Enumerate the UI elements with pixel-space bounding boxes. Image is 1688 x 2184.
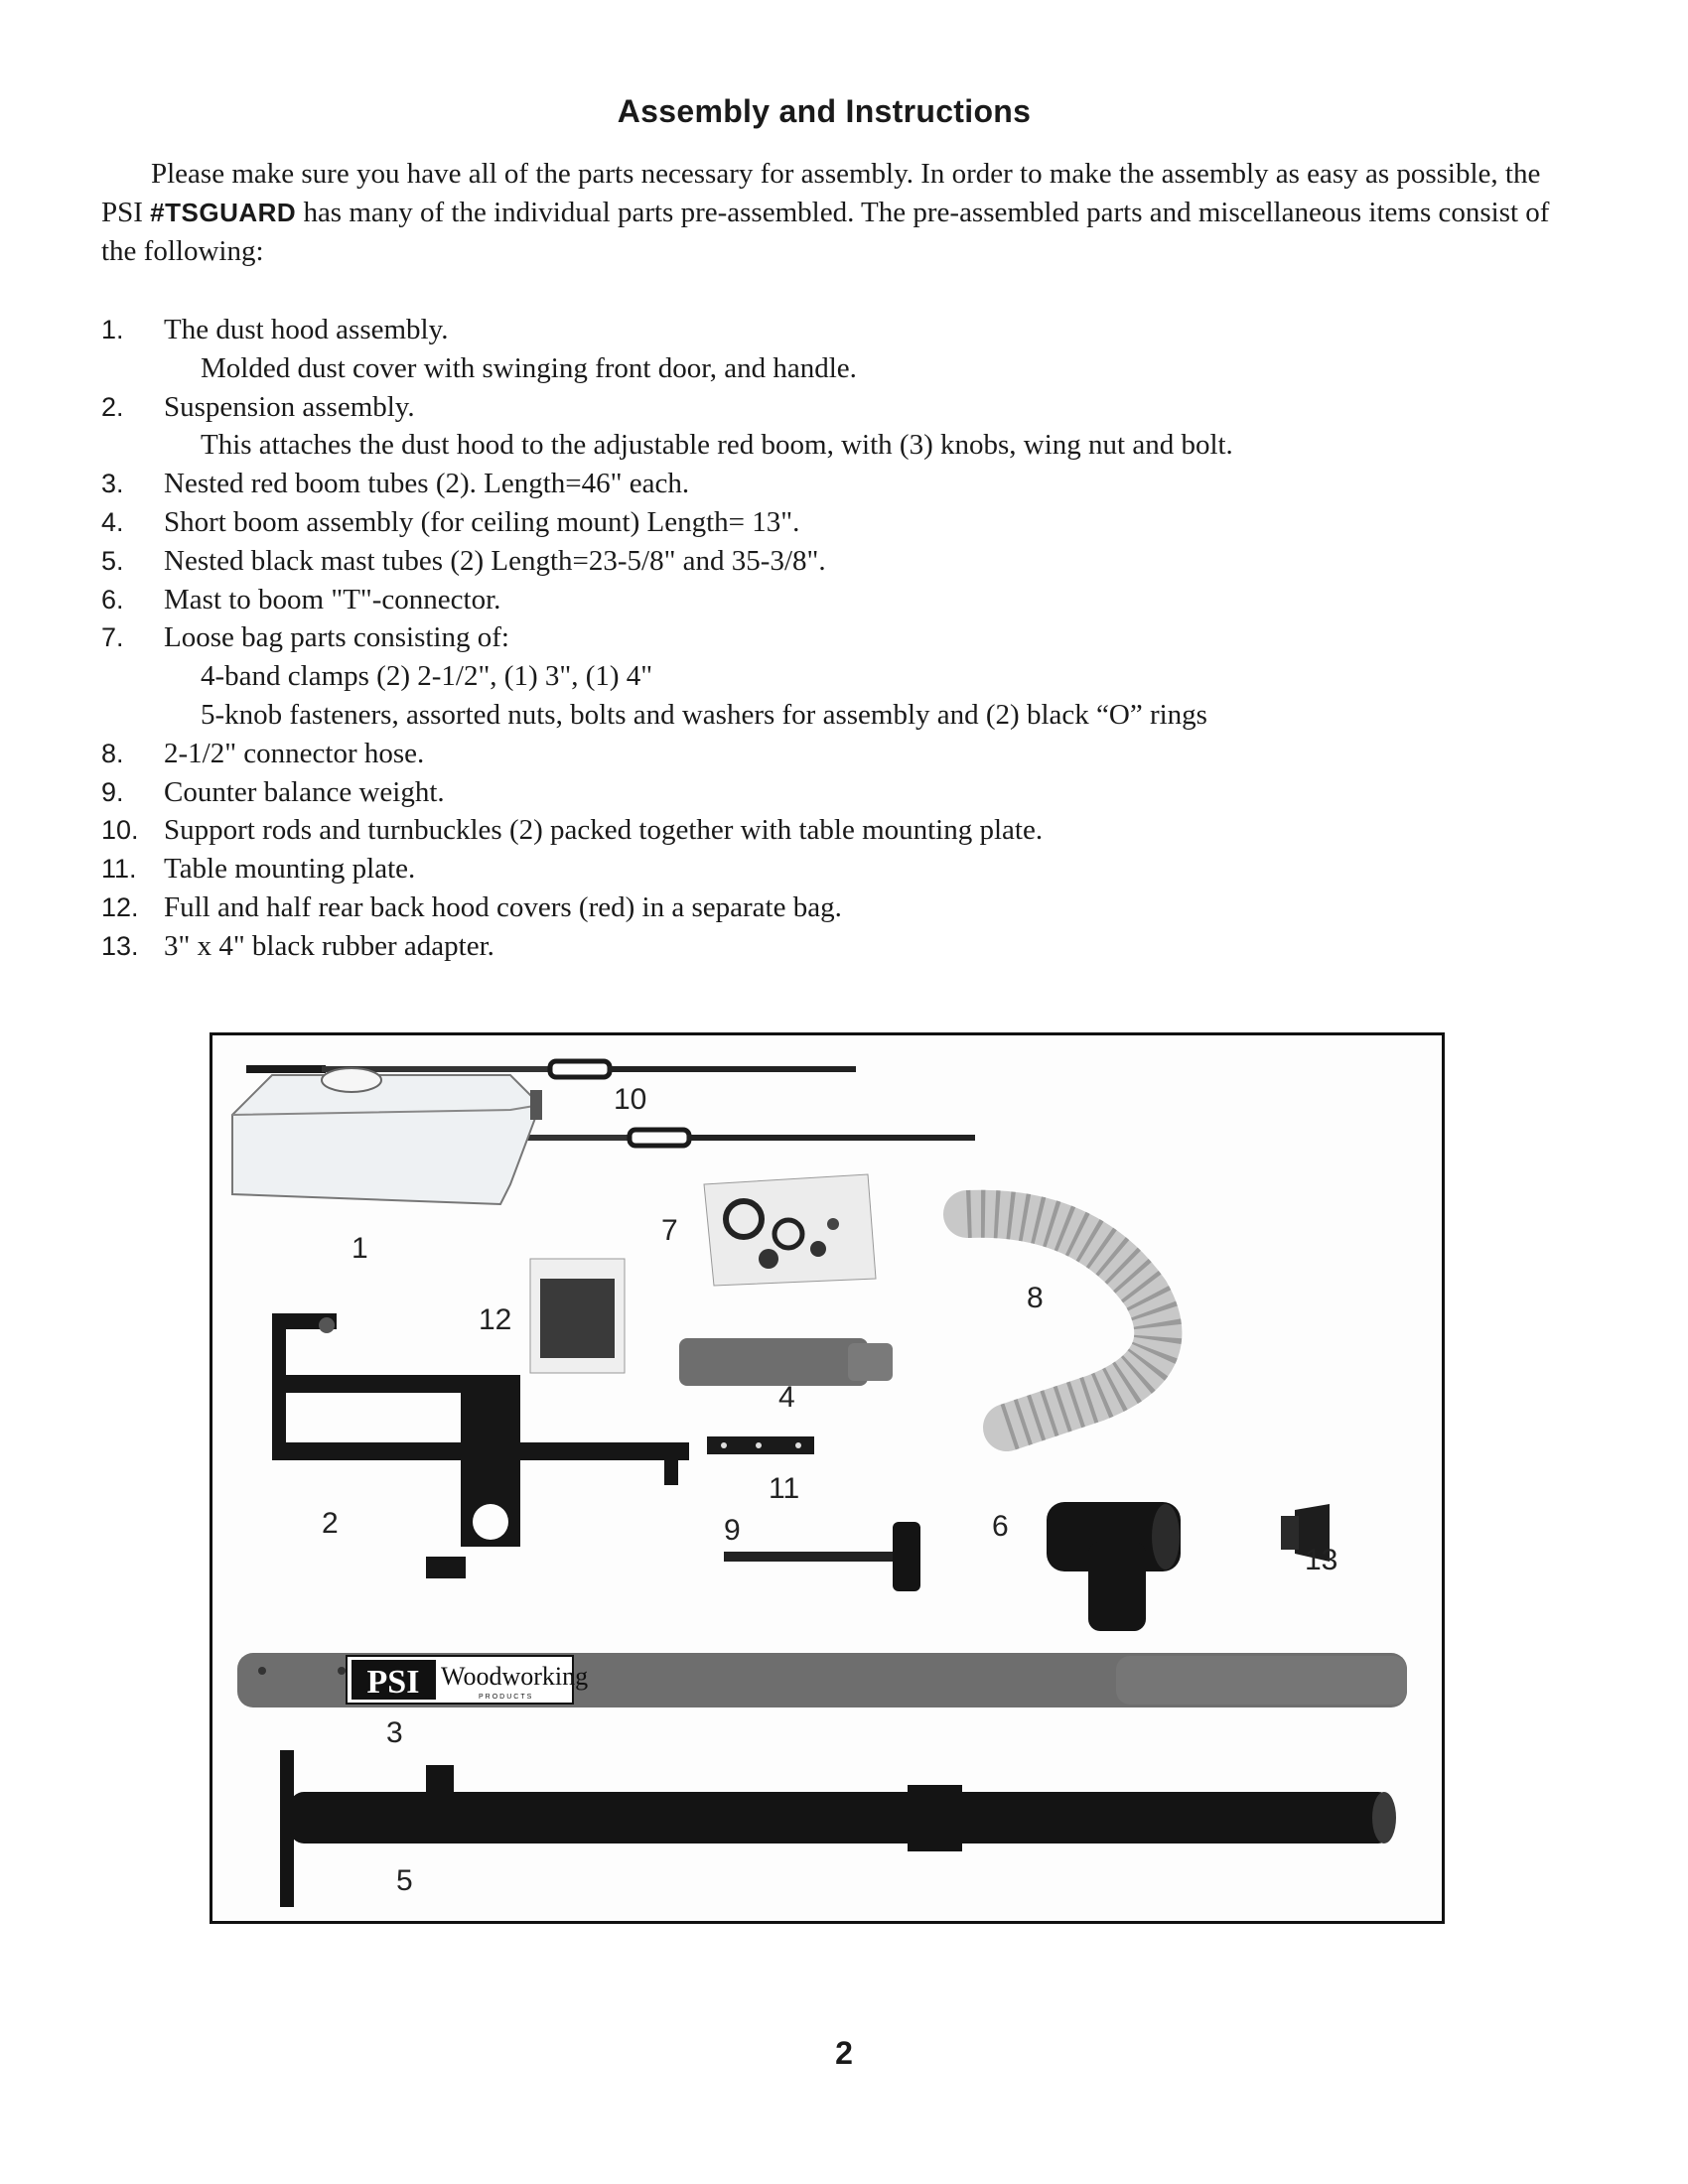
item-text: Suspension assembly. bbox=[164, 390, 415, 423]
item-number: 1. bbox=[101, 315, 124, 344]
parts-list-item bbox=[101, 388, 1571, 427]
item-number: 5. bbox=[101, 545, 124, 576]
intro-text-before: Please make sure you have all of the parts necessary for assembly. In order to make the assembly as easy as possible, the PSI bbox=[101, 158, 1541, 228]
item-text: 3" x 4" black rubber adapter. bbox=[164, 929, 494, 962]
item-number: 2. bbox=[101, 391, 124, 422]
subitem-text: 4-band clamps (2) 2-1/2", (1) 3", (1) 4" bbox=[201, 660, 653, 693]
parts-list-subitem bbox=[101, 696, 1571, 735]
parts-list bbox=[101, 311, 1571, 966]
item-number: 7. bbox=[101, 622, 124, 653]
item-number: 11. bbox=[101, 854, 137, 885]
item-number: 9. bbox=[101, 776, 124, 807]
psi-logo-small: PRODUCTS bbox=[479, 1694, 534, 1701]
subitem-text: This attaches the dust hood to the adjustable red boom, with (3) knobs, wing nut and bolt. bbox=[201, 429, 1233, 462]
hood-covers-bag-image bbox=[530, 1259, 625, 1373]
psi-logo bbox=[347, 1656, 588, 1704]
model-number: #TSGUARD bbox=[150, 198, 297, 227]
parts-list-item bbox=[101, 465, 1571, 503]
parts-list-item bbox=[101, 773, 1571, 812]
parts-list-item bbox=[101, 311, 1571, 349]
connector-hose-image bbox=[967, 1214, 1158, 1428]
t-connector-image bbox=[1047, 1502, 1181, 1631]
item-number: 12. bbox=[101, 891, 139, 922]
label-10: 10 bbox=[614, 1083, 647, 1116]
mast-tubes-image bbox=[280, 1750, 1396, 1907]
parts-list-item bbox=[101, 850, 1571, 888]
label-9: 9 bbox=[724, 1514, 741, 1547]
parts-list-subitem bbox=[101, 657, 1571, 696]
counter-weight-image bbox=[724, 1522, 920, 1591]
subitem-text: 5-knob fasteners, assorted nuts, bolts and washers for assembly and (2) black “O” rings bbox=[201, 698, 1207, 731]
label-1: 1 bbox=[352, 1232, 368, 1265]
item-text: The dust hood assembly. bbox=[164, 314, 449, 345]
label-2: 2 bbox=[322, 1507, 339, 1540]
item-number: 4. bbox=[101, 506, 124, 537]
parts-list-item bbox=[101, 888, 1571, 927]
label-11: 11 bbox=[769, 1472, 800, 1505]
parts-illustration bbox=[212, 1035, 1442, 1921]
item-text: Table mounting plate. bbox=[164, 853, 416, 886]
psi-logo-brand: PSI bbox=[366, 1664, 420, 1701]
item-text: Full and half rear back hood covers (red) in a separate bag. bbox=[164, 890, 842, 923]
parts-list-item bbox=[101, 581, 1571, 619]
parts-list-subitem bbox=[101, 349, 1571, 388]
label-6: 6 bbox=[992, 1510, 1009, 1543]
parts-list-item bbox=[101, 927, 1571, 966]
label-3: 3 bbox=[386, 1716, 403, 1749]
intro-paragraph bbox=[101, 155, 1551, 271]
label-7: 7 bbox=[661, 1214, 678, 1247]
parts-list-item bbox=[101, 503, 1571, 542]
parts-list-item bbox=[101, 811, 1571, 850]
intro-text-after: has many of the individual parts pre-assembled. The pre-assembled parts and miscellaneous items consist of the following: bbox=[101, 197, 1550, 267]
label-13: 13 bbox=[1305, 1544, 1338, 1576]
item-text: Mast to boom "T"-connector. bbox=[164, 583, 501, 615]
subitem-text: Molded dust cover with swinging front door, and handle. bbox=[201, 351, 857, 384]
psi-logo-word: Woodworking bbox=[441, 1662, 589, 1691]
page-number: 2 bbox=[835, 2035, 853, 2071]
item-text: Nested black mast tubes (2) Length=23-5/8" and 35-3/8". bbox=[164, 544, 826, 577]
hardware-bag-image bbox=[704, 1174, 876, 1286]
label-5: 5 bbox=[396, 1864, 413, 1897]
page-title: Assembly and Instructions bbox=[617, 93, 1032, 129]
item-text: 2-1/2" connector hose. bbox=[164, 737, 425, 769]
item-text: Short boom assembly (for ceiling mount) Length= 13". bbox=[164, 505, 800, 538]
item-text: Nested red boom tubes (2). Length=46" each. bbox=[164, 468, 690, 500]
item-number: 10. bbox=[101, 815, 139, 846]
item-number: 3. bbox=[101, 469, 124, 499]
item-text: Support rods and turnbuckles (2) packed together with table mounting plate. bbox=[164, 814, 1044, 847]
item-text: Loose bag parts consisting of: bbox=[164, 621, 509, 654]
parts-list-item bbox=[101, 542, 1571, 581]
mounting-plate-image bbox=[707, 1436, 814, 1454]
item-number: 8. bbox=[101, 738, 124, 768]
label-4: 4 bbox=[778, 1381, 795, 1414]
parts-list-item bbox=[101, 735, 1571, 773]
item-text: Counter balance weight. bbox=[164, 775, 445, 808]
item-number: 6. bbox=[101, 584, 124, 614]
label-8: 8 bbox=[1027, 1282, 1044, 1314]
dust-hood-image bbox=[232, 1068, 542, 1204]
item-number: 13. bbox=[101, 930, 139, 961]
parts-list-item bbox=[101, 618, 1571, 657]
parts-photo bbox=[210, 1032, 1445, 1924]
label-12: 12 bbox=[479, 1303, 512, 1336]
parts-list-subitem bbox=[101, 426, 1571, 465]
short-boom-image bbox=[679, 1338, 893, 1386]
